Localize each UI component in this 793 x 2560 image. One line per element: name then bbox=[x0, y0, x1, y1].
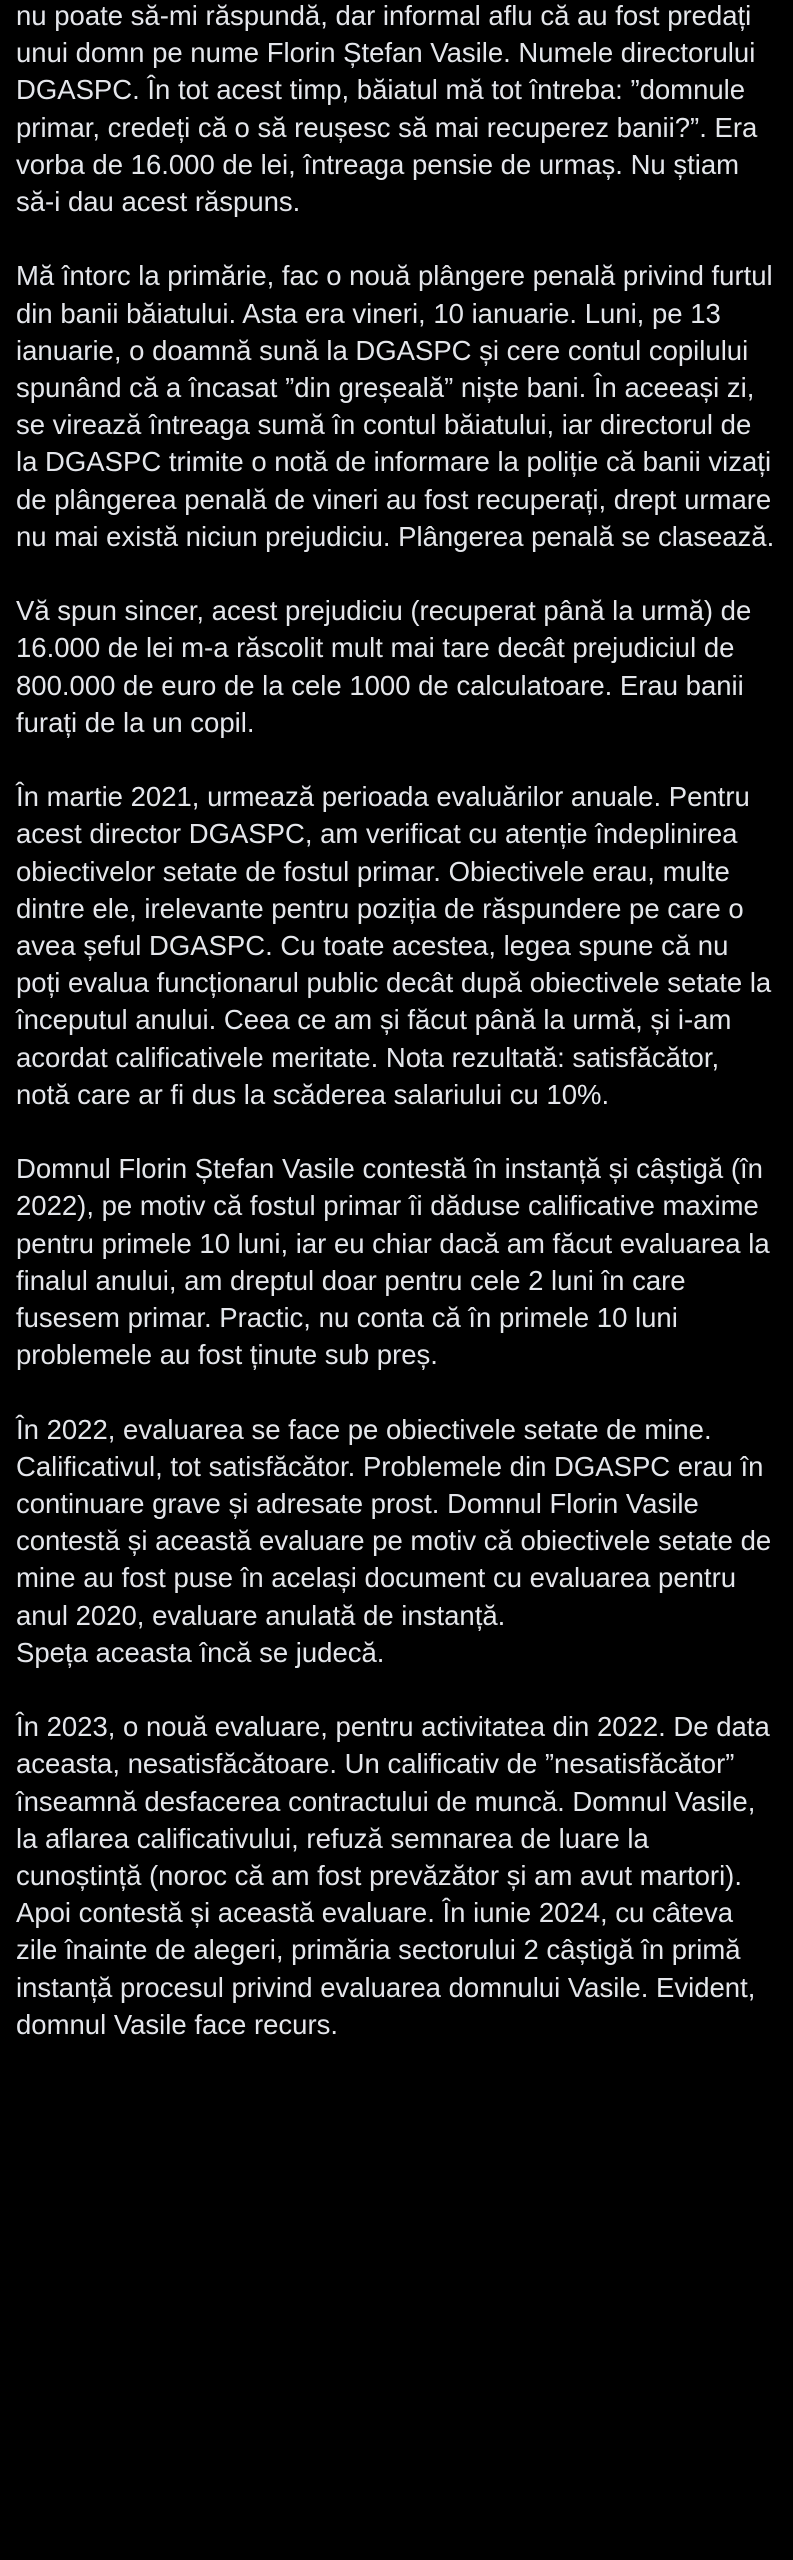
paragraph-evaluation-2023: În 2023, o nouă evaluare, pentru activitatea din 2022. De data aceasta, nesatisfăcătoare. Un calificativ de ”nesatisfăcător” înseamnă desfacerea contractului de muncă. Domnul Vasile, la aflarea calificativului, refuză semnarea de luare la cunoștință (noroc că am fost prevăzător și am avut martori). Apoi contestă și această evaluare. În iunie 2024, cu câteva zile înainte de alegeri, primăria sectorului 2 câștigă în primă instanță procesul privind evaluarea domnului Vasile. Evident, domnul Vasile face recurs. bbox=[16, 1711, 770, 2040]
paragraph-evaluation-2021: În martie 2021, urmează perioada evaluărilor anuale. Pentru acest director DGASPC, am verificat cu atenție îndeplinirea obiectivelor setate de fostul primar. Obiectivele erau, multe dintre ele, irelevante pentru poziția de răspundere pe care o avea șeful DGASPC. Cu toate acestea, legea spune că nu poți evalua funcționarul public decât după obiectivele setate la începutul anului. Ceea ce am și făcut până la urmă, și i-am acordat calificativele meritate. Nota rezultată: satisfăcător, notă care ar fi dus la scăderea salariului cu 10%. bbox=[16, 781, 772, 1110]
paragraph-prejudice-comparison: Vă spun sincer, acest prejudiciu (recuperat până la urmă) de 16.000 de lei m-a răscolit mult mai tare decât prejudiciul de 800.000 de euro de la cele 1000 de calculatoare. Erau banii furați de la un copil. bbox=[16, 595, 752, 738]
paragraph-case-pending: Speța aceasta încă se judecă. bbox=[16, 1636, 385, 1668]
paragraph-evaluation-2022: În 2022, evaluarea se face pe obiectivele setate de mine. Calificativul, tot satisfăcător. Problemele din DGASPC erau în continuare grave și adresate prost. Domnul Florin Vasile contestă și această evaluare pe motiv că obiectivele setate de mine au fost puse în același document cu evaluarea pentru anul 2020, evaluare anulată de instanță. bbox=[16, 1413, 772, 1631]
paragraph-court-contest: Domnul Florin Ștefan Vasile contestă în instanță și câștigă (în 2022), pe motiv că fostul primar îi dăduse calificative maxime pentru primele 10 luni, iar eu chiar dacă am făcut evaluarea la finalul anului, am dreptul doar pentru cele 2 luni în care fusesem primar. Practic, nu conta că în primele 10 luni problemele au fost ținute sub preș. bbox=[16, 1153, 770, 1371]
paragraph-new-criminal-complaint: Mă întorc la primărie, fac o nouă plângere penală privind furtul din banii băiatului. Asta era vineri, 10 ianuarie. Luni, pe 13 ianuarie, o doamnă sună la DGASPC și cere contul copilului spunând că a încasat ”din greșeală” niște bani. În aceeași zi, se virează întreaga sumă în contul băiatului, iar directorul de la DGASPC trimite o notă de informare la poliție că banii vizați de plângerea penală de vineri au fost recuperați, drept urmare nu mai există niciun prejudiciu. Plângerea penală se clasează. bbox=[16, 260, 775, 552]
paragraph-mda-informal: nu poate să-mi răspundă, dar informal aflu că au fost predați unui domn pe nume Florin Ștefan Vasile. Numele directorului DGASPC. În tot acest timp, băiatul mă tot întreba: ”domnule primar, credeți că o să reușesc să mai recuperez banii?”. Era vorba de 16.000 de lei, întreaga pensie de urmaș. Nu știam să-i dau acest răspuns. bbox=[16, 0, 758, 218]
